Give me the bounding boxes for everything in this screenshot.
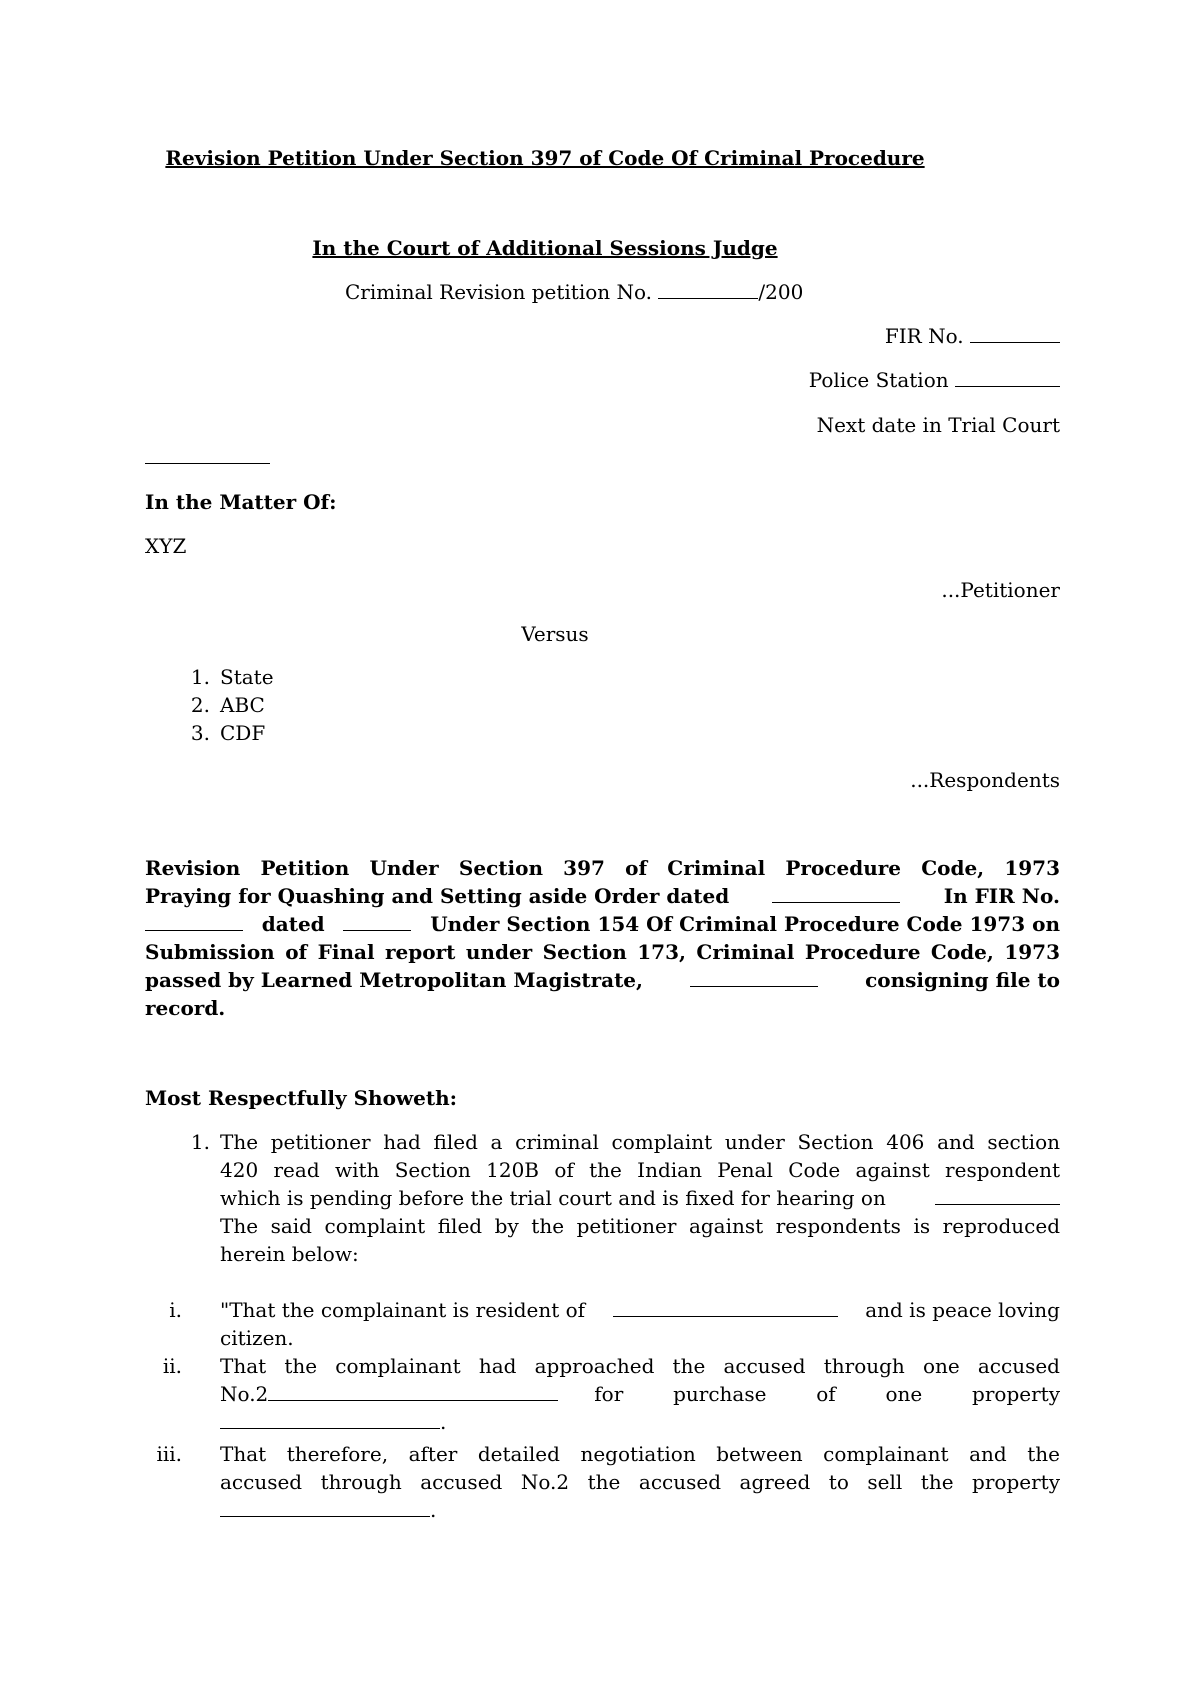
document-title: Revision Petition Under Section 397 of Code Of Criminal Procedure bbox=[165, 146, 925, 170]
para1-line-5: herein below: bbox=[220, 1242, 359, 1266]
respondent-number: 2. bbox=[190, 693, 210, 717]
item-ii-line-1: That the complainant had approached the accused through one accused bbox=[220, 1354, 1060, 1378]
respondent-number: 3. bbox=[190, 721, 210, 745]
next-date-blank bbox=[145, 463, 270, 464]
petition-number-label: Criminal Revision petition No. bbox=[345, 280, 653, 304]
item-text: and is peace loving bbox=[865, 1298, 1060, 1322]
para1-line-2: 420 read with Section 120B of the Indian Penal Code against respondent bbox=[220, 1158, 1060, 1182]
fir-line bbox=[885, 324, 1060, 348]
police-station-blank bbox=[955, 370, 1060, 387]
body-heading: Most Respectfully Showeth: bbox=[145, 1086, 458, 1110]
respondents-role: ...Respondents bbox=[910, 768, 1060, 792]
subject-line-4: Submission of Final report under Section 173, Criminal Procedure Code, 1973 bbox=[145, 940, 1060, 964]
item-i-line-2: citizen. bbox=[220, 1326, 294, 1350]
item-text bbox=[594, 1382, 1060, 1406]
petitioner-name: XYZ bbox=[145, 534, 187, 558]
para1-line-1: The petitioner had filed a criminal complaint under Section 406 and section bbox=[220, 1130, 1060, 1154]
subject-line-5 bbox=[145, 968, 1060, 992]
item-number: i. bbox=[169, 1298, 182, 1322]
property-blank bbox=[220, 1500, 430, 1517]
accused-name-blank bbox=[268, 1384, 558, 1401]
item-text: "That the complainant is resident of bbox=[220, 1298, 586, 1322]
police-station-label: Police Station bbox=[808, 368, 949, 392]
fir-date-blank bbox=[343, 914, 411, 931]
item-text-inner: for purchase of one property bbox=[594, 1382, 1060, 1406]
subject-text: passed by Learned Metropolitan Magistrate, bbox=[145, 968, 643, 992]
subject-text: Under Section 154 Of Criminal Procedure Code 1973 on bbox=[430, 912, 1060, 936]
subject-text: dated bbox=[261, 912, 325, 936]
versus-label: Versus bbox=[521, 622, 589, 646]
petition-number-blank bbox=[658, 282, 758, 299]
subject-line-2 bbox=[145, 884, 1060, 908]
para1-line-4: The said complaint filed by the petitioner against respondents is reproduced bbox=[220, 1214, 1060, 1238]
hearing-date-blank bbox=[935, 1188, 1060, 1205]
subject-line-1: Revision Petition Under Section 397 of Criminal Procedure Code, 1973 bbox=[145, 856, 1060, 880]
item-i-line-1 bbox=[220, 1298, 1060, 1322]
item-number: ii. bbox=[162, 1354, 182, 1378]
subject-text: consigning file to bbox=[865, 968, 1060, 992]
magistrate-blank bbox=[690, 970, 818, 987]
court-name: In the Court of Additional Sessions Judge bbox=[312, 236, 778, 260]
para1-text: which is pending before the trial court and is fixed for hearing on bbox=[220, 1186, 886, 1210]
item-iii-line-1: That therefore, after detailed negotiation between complainant and the bbox=[220, 1442, 1060, 1466]
police-station-line bbox=[809, 368, 1060, 392]
respondent-name: State bbox=[220, 665, 274, 689]
petition-number-suffix: /200 bbox=[758, 280, 804, 304]
paragraph-number: 1. bbox=[190, 1130, 210, 1154]
order-date-blank bbox=[772, 886, 900, 903]
item-iii-line-3 bbox=[220, 1498, 436, 1522]
fir-number-blank bbox=[145, 914, 243, 931]
subject-text: Praying for Quashing and Setting aside Order dated bbox=[145, 884, 730, 908]
para1-line-3 bbox=[220, 1186, 1060, 1210]
subject-text: In FIR No. bbox=[943, 884, 1060, 908]
petitioner-role: ...Petitioner bbox=[941, 578, 1060, 602]
matter-label: In the Matter Of: bbox=[145, 490, 337, 514]
petition-number-line bbox=[345, 280, 803, 304]
subject-line-3 bbox=[145, 912, 1060, 936]
next-date-label: Next date in Trial Court bbox=[816, 413, 1060, 437]
item-number: iii. bbox=[156, 1442, 182, 1466]
fir-label: FIR No. bbox=[884, 324, 964, 348]
respondent-name: ABC bbox=[220, 693, 265, 717]
item-text: No.2 bbox=[220, 1382, 269, 1406]
item-iii-line-2: accused through accused No.2 the accused agreed to sell the property bbox=[220, 1470, 1060, 1494]
property-blank bbox=[220, 1412, 440, 1429]
fir-blank bbox=[970, 326, 1060, 343]
item-ii-line-3 bbox=[220, 1410, 446, 1434]
subject-line-6: record. bbox=[145, 996, 226, 1020]
item-text: . bbox=[440, 1410, 447, 1434]
item-ii-line-2 bbox=[220, 1382, 1060, 1406]
respondent-name: CDF bbox=[220, 721, 266, 745]
residence-blank bbox=[613, 1300, 838, 1317]
respondent-number: 1. bbox=[190, 665, 210, 689]
item-text: . bbox=[430, 1498, 437, 1522]
